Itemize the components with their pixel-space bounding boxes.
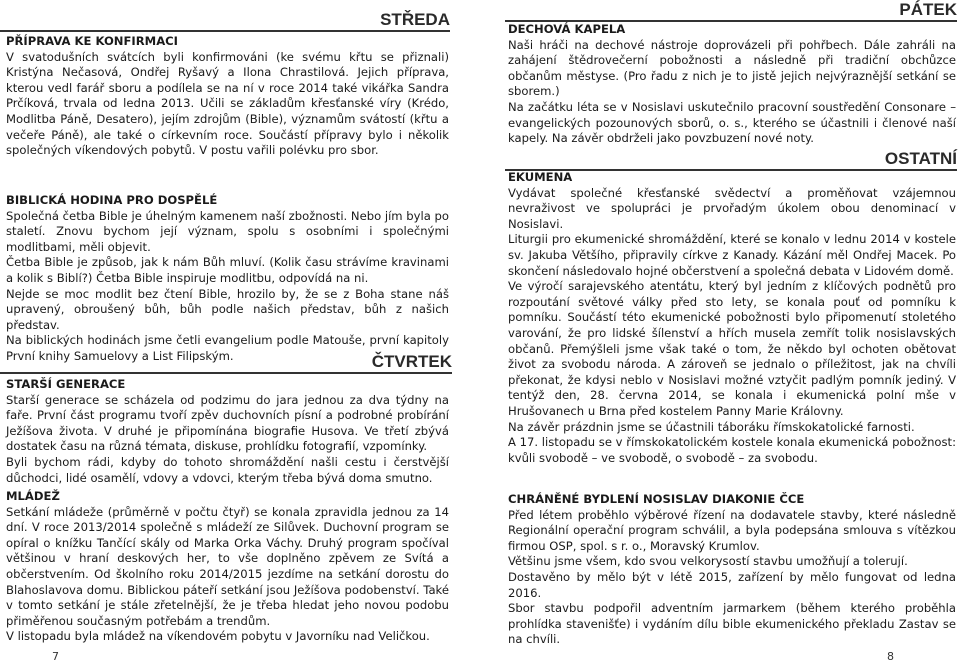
article-paragraph: Před létem proběhlo výběrové řízení na dodavatele stavby, které následně Regionální operační program schválil, a byla podepsána smlouva s vítězkou firmou OSP, spol. s r. o., Moravský Krumlov. [508,507,956,553]
article-title: DECHOVÁ KAPELA [508,22,626,36]
page-number-left: 7 [52,650,59,663]
page-number-right: 8 [887,650,894,663]
article-paragraph: Četba Bible je způsob, jak k nám Bůh mluví. (Kolik času strávíme kravinami a kolik s Biblí?) Četba Bible inspiruje modlitbu, odpovídá na ni. [6,255,449,285]
article-paragraph: Liturgii pro ekumenické shromáždění, které se konalo v lednu 2014 v kostele sv. Jakuba Většího, připravily církve z Kanady. Kázání měl Ondřej Macek. Po skončení následovalo hojné občerstvení a společná debata v Lidovém domě. [508,232,956,278]
article-chranene-bydleni [508,492,956,648]
article-paragraph: Naši hráči na dechové nástroje doprovázeli při pohřbech. Dále zahráli na zahájení štědrovečerní pobožnosti a následně při tradiční obchůzce občanům městyse. (Pro řadu z nich je to jistě jejich nejvýraznější setkání se sborem.) [508,37,956,99]
article-starsi-generace [6,377,449,486]
article-paragraph: Na začátku léta se v Nosislavi uskutečnilo pracovní soustředění Consonare – evangelických pozounových sborů, o. s., kterého se účastnili i členové naší kapely. Na závěr obdrželi jako povzbuzení nové noty. [508,99,956,146]
article-paragraph: Starší generace se scházela od podzimu do jara jednou za dva týdny na faře. První část programu tvoří zpěv duchovních písní a podrobné probírání Ježíšova života. V druhé je připomínána biografie Husova. Ve třetí zbývá dostatek času na různá témata, diskuse, prohlídku fotografií, vzpomínky. [6,392,449,454]
article-paragraph: Nejde se moc modlit bez čtení Bible, hrozilo by, že se z Boha stane náš upravený, obroušený bůh, bůh podle našich představ, bůh z našich představ. [6,286,449,332]
article-paragraph: Setkání mládeže (průměrně v počtu čtyř) se konala zpravidla jednou za 14 dní. V roce 2013/2014 společně s mládeží ze Silůvek. Duchovní program se opíral o knížku Tančící skály od Marka Orka Váchy. Druhý program spočíval většinou v hraní deskových her, to vše doplněno zpěvem ze Svítá a občerstvením. Od školního roku 2014/2015 jezdíme na setkání dorostu do Blahoslavova domu. Biblickou páteří setkání jsou Ježíšova podobenství. Také v tomto setkání je stále zřetelnější, že je třeba hledat jeho novou podobu přiměřenou současným potřebám a trendům. [6,504,449,628]
article-title: MLÁDEŽ [6,489,60,503]
article-dechova-kapela [508,22,956,147]
article-paragraph: Společná četba Bible je úhelným kamenem naší zbožnosti. Nebo jím byla po staletí. Znovu bychom její význam, spolu s osobními i společnými modlitbami, měli objevit. [6,208,449,254]
article-paragraph: Na závěr prázdnin jsme se účastnili táboráku římskokatolické farnosti. [508,419,915,434]
article-paragraph: Většinu jsme všem, kdo svou velkorysostí stavbu umožňují a tolerují. [508,554,908,569]
article-paragraph: V listopadu byla mládež na víkendovém pobytu v Javorníku nad Veličkou. [6,629,430,644]
article-title: EKUMENA [508,170,573,184]
article-paragraph: Na biblických hodinách jsme četli evangelium podle Matouše, první kapitoly První knihy Samuelovy a List Filipským. [6,333,449,363]
article-ekumena [508,170,956,466]
article-paragraph: Byli bychom rádi, kdyby do tohoto shromáždění našli cestu i čerstvější důchodci, lidé osamělí, vdovy a vdovci, kterým třeba bývá doma smutno. [6,454,449,485]
article-title: CHRÁNĚNÉ BYDLENÍ NOSISLAV DIAKONIE ČCE [508,492,805,506]
article-priprava [6,34,449,159]
article-paragraph: Sbor stavbu podpořil adventním jarmarkem (během kterého proběhla prohlídka stavenišťe) i vydáním dílu bible ekumenického překladu Zastav se na chvíli. [508,601,956,647]
article-title: BIBLICKÁ HODINA PRO DOSPĚLÉ [6,193,218,207]
section-heading-ostatni: OSTATNÍ [505,149,957,171]
section-heading-streda: STŘEDA [0,10,450,32]
article-paragraph: Vydávat společné křesťanské svědectví a proměňovat vzájemnou nevraživost ve spolupráci je prvořadým úkolem obou denominací v Nosislavi. [508,185,956,231]
section-heading-ctvrtek: ČTVRTEK [0,352,452,374]
article-title: STARŠÍ GENERACE [6,377,126,391]
article-biblicka-hodina [6,193,449,365]
article-paragraph: Ve výročí sarajevského atentátu, který byl jedním z klíčových podnětů pro rozpoutání světové války před sto lety, se konala pouť od pomníku k pomníku. Součástí této ekumenické pobožnosti bylo připomenutí stoletého varování, že pro lidské šílenství a hřích musela zemřít tolik nosislavských občanů. Přemýšleli jsme však také o tom, že někdo byl ochoten obětovat život za svobodu národa. A zároveň se jednalo o příležitost, jak na chvíli překonat, že kdysi neblo v Nosislavi možné vztyčit padlým pomník jediný. V tentýž den, 28. června 2014, se konala i ekumenická polní mše v Hrušovanech u Brna před kostelem Panny Marie Královny. [508,279,956,418]
article-paragraph: A 17. listopadu se v římskokatolickém kostele konala ekumenická pobožnost: kvůli svobodě – ve svobodě, o svobodě – za svobodu. [508,435,956,465]
article-title: PŘÍPRAVA KE KONFIRMACI [6,34,178,48]
section-heading-patek: PÁTEK [505,0,957,22]
article-text: V svatodušních svátcích byli konfirmováni (ke svému křtu se přiznali) Kristýna Nečasová, Ondřej Ryšavý a Ilona Chrastilová. Jejich příprava, kterou vedl farář sboru a podílela se na ní v roce 2014 také vikářka Sandra Prčíková, trvala od ledna 2013. Učili se základům křesťanské víry (Krédo, Modlitba Páně, Desatero), jejím zdrojům (Bible), významům svátostí (křtu a večeře Páně), ale také o církevním roce. Součástí přípravy bylo i několik společných víkendových pobytů. V postu vařili polévku pro sbor. [6,49,449,158]
article-mladez [6,489,449,645]
article-paragraph: Dostavěno by mělo být v létě 2015, zařízení by mělo fungovat od ledna 2016. [508,569,956,600]
